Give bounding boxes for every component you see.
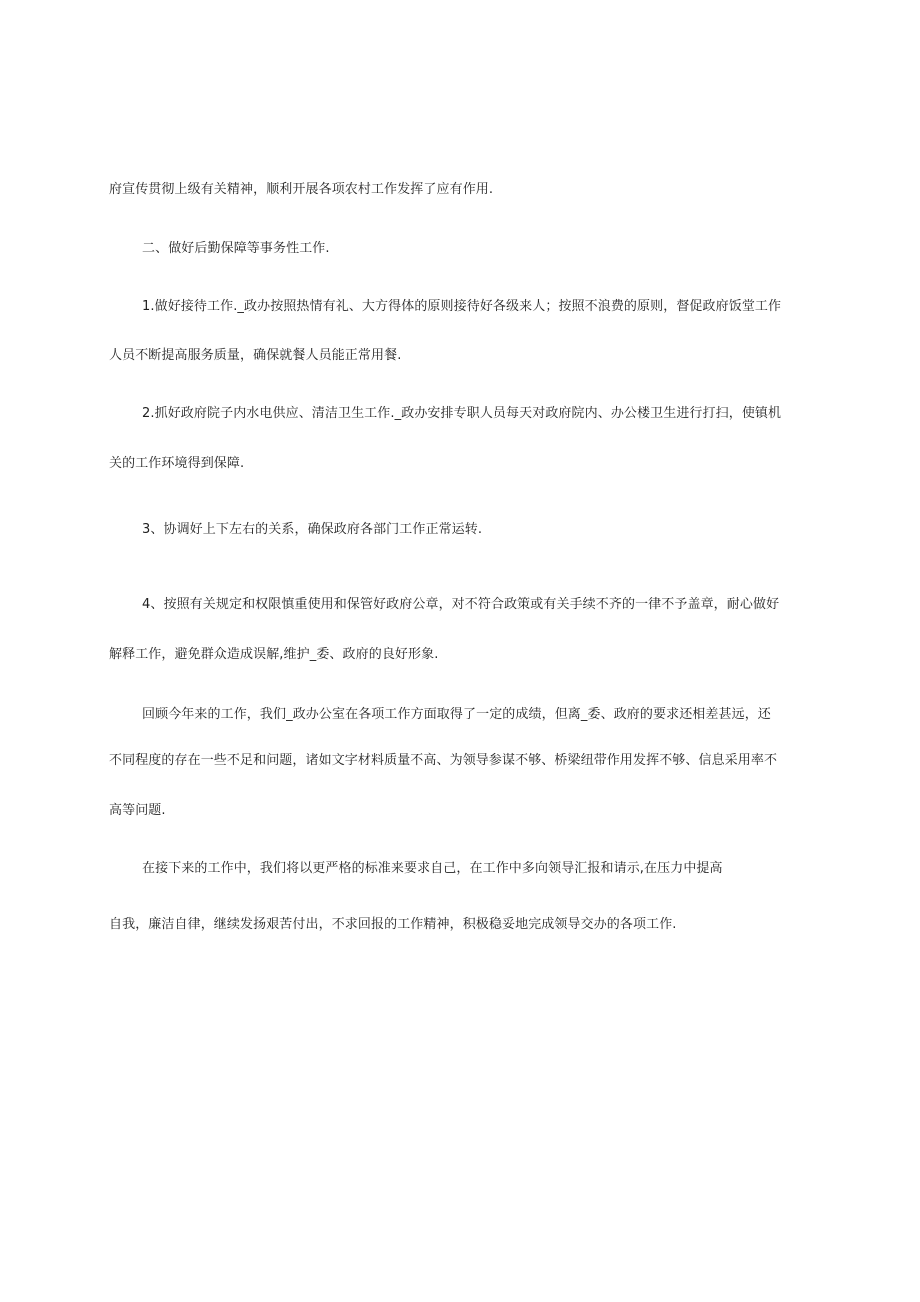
- item-3-line-1: 3、协调好上下左右的关系，确保政府各部门工作正常运转.: [142, 522, 483, 537]
- future-paragraph-line-2: 自我，廉洁自律，继续发扬艰苦付出，不求回报的工作精神，积极稳妥地完成领导交办的各项工作.: [109, 917, 677, 932]
- section-heading-logistics: 二、做好后勤保障等事务性工作.: [142, 241, 330, 256]
- item-2-line-1: 2.抓好政府院子内水电供应、清洁卫生工作._政办安排专职人员每天对政府院内、办公楼卫生进行打扫，使镇机: [142, 406, 782, 421]
- review-paragraph-line-2: 不同程度的存在一些不足和问题，诸如文字材料质量不高、为领导参谋不够、桥梁纽带作用发挥不够、信息采用率不: [109, 753, 778, 768]
- item-1-line-1: 1.做好接待工作._政办按照热情有礼、大方得体的原则接待好各级来人；按照不浪费的原则，督促政府饭堂工作: [142, 299, 782, 314]
- future-paragraph-line-1: 在接下来的工作中，我们将以更严格的标准来要求自己，在工作中多向领导汇报和请示,在压力中提高: [142, 861, 723, 876]
- item-1-line-2: 人员不断提高服务质量，确保就餐人员能正常用餐.: [109, 348, 402, 363]
- item-2-line-2: 关的工作环境得到保障.: [109, 456, 245, 471]
- paragraph-line-1: 府宣传贯彻上级有关精神，顺利开展各项农村工作发挥了应有作用.: [109, 182, 494, 197]
- item-4-line-2: 解释工作，避免群众造成误解,维护_委、政府的良好形象.: [109, 647, 439, 662]
- review-paragraph-line-1: 回顾今年来的工作，我们_政办公室在各项工作方面取得了一定的成绩，但离_委、政府的要求还相差甚远，还: [142, 707, 771, 722]
- review-paragraph-line-3: 高等问题.: [109, 803, 166, 818]
- item-4-line-1: 4、按照有关规定和权限慎重使用和保管好政府公章，对不符合政策或有关手续不齐的一律不予盖章，耐心做好: [142, 597, 780, 612]
